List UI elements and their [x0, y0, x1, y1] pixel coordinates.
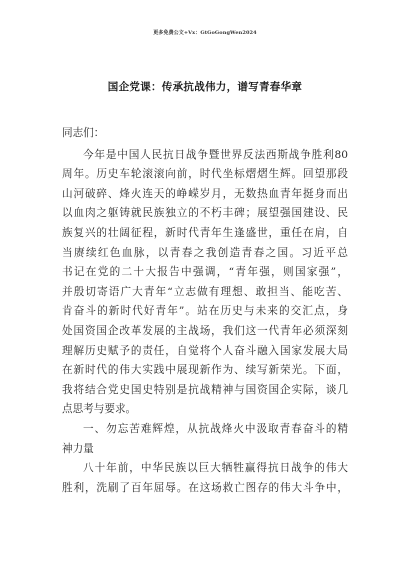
heading-line: 神力量	[62, 442, 94, 455]
greeting: 同志们：	[62, 127, 105, 139]
paragraph-1	[62, 146, 348, 420]
paragraph-line: 八十年前，中华民族以巨大牺牲赢得抗日战争的伟大	[83, 462, 348, 475]
paragraph-line: 今年是中国人民抗日战争暨世界反法西斯战争胜利80	[83, 148, 348, 161]
paragraph-line: 族复兴的壮阔征程，新时代青年生逢盛世，重任在肩，自	[62, 226, 348, 239]
paragraph-line: 书记在党的二十大报告中强调，“青年强，则国家强”，	[62, 266, 348, 279]
paragraph-line: 我将结合党史国史特别是抗战精神与国资国企实际，谈几	[62, 383, 348, 396]
section-1-heading	[62, 420, 348, 459]
document-title: 国企党课：传承抗战伟力，谱写青春华章	[107, 81, 303, 93]
paragraph-line: 处国资国企改革发展的主战场，我们这一代青年必须深刻	[62, 324, 348, 337]
paragraph-line: 并殷切寄语广大青年“立志做有理想、敢担当、能吃苦、	[62, 285, 348, 298]
paragraph-line: 当赓续红色血脉，以青春之我创造青春之国。习近平总	[62, 246, 348, 259]
paragraph-line: 山河破碎、烽火连天的峥嵘岁月，无数热血青年挺身而出	[62, 187, 348, 200]
paragraph-line: 周年。历史车轮滚滚向前，时代坐标熠熠生辉。回望那段	[62, 168, 348, 181]
paragraph-line: 以血肉之躯铸就民族独立的不朽丰碑；展望强国建设、民	[62, 207, 348, 220]
paragraph-line: 在新时代的伟大实践中展现新作为、续写新荣光。下面，	[62, 364, 348, 377]
paragraph-2	[62, 459, 348, 498]
paragraph-line: 肯奋斗的新时代好青年”。站在历史与未来的交汇点，身	[62, 305, 348, 318]
header-watermark-text: 更多免费公文+Vx：GtGoGongWen2024	[153, 30, 257, 36]
document-body	[62, 124, 348, 498]
paragraph-line: 理解历史赋予的责任，自觉将个人奋斗融入国家发展大局	[62, 344, 348, 357]
paragraph-line: 点思考与要求。	[62, 403, 137, 416]
heading-line: 一、勿忘苦难辉煌，从抗战烽火中汲取青春奋斗的精	[83, 422, 348, 435]
paragraph-line: 胜利，洗刷了百年屈辱。在这场救亡图存的伟大斗争中，	[62, 481, 348, 494]
